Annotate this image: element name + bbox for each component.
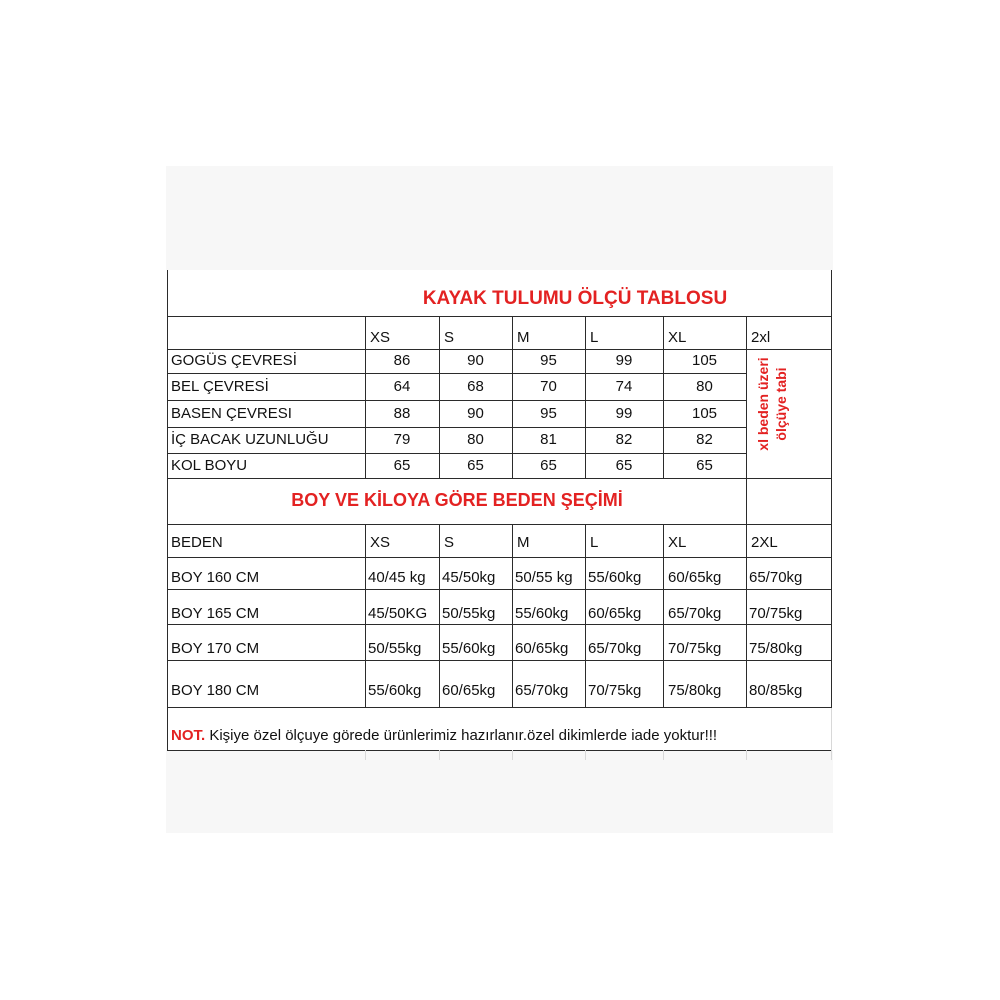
cell-value: 86 [393,352,411,369]
cell-value: 75/80kg [749,640,803,657]
cell-value: 80 [467,431,484,448]
header-m: M [517,329,530,346]
cell-value: 65 [696,457,713,474]
header-s: S [444,534,455,551]
footer-note [171,727,717,745]
cell-value: 80 [696,378,713,395]
cell-value: 82 [615,431,633,448]
cell-value: 60/65kg [668,569,722,586]
cell-value: 64 [393,378,411,395]
cell-value: 65/70kg [749,569,803,586]
cell-value: 70/75kg [588,682,642,699]
cell-value: 95 [540,405,557,422]
cell-value: 105 [691,352,718,369]
cell-value: 55/60kg [368,682,422,699]
row-label: BOY 170 CM [171,640,260,657]
cell-value: 60/65kg [588,605,642,622]
header-s: S [444,329,455,346]
cell-value: 65/70kg [515,682,569,699]
header-xs: XS [370,329,391,346]
header-2xl: 2xl [751,329,771,346]
row-label: İÇ BACAK UZUNLUĞU [171,431,329,448]
cell-value: 65/70kg [588,640,642,657]
cell-value: 55/60kg [588,569,642,586]
row-label: KOL BOYU [171,457,248,474]
cell-value: 40/45 kg [368,569,426,586]
cell-value: 55/60kg [442,640,496,657]
xl-note [754,334,798,474]
cell-value: 70 [540,378,557,395]
cell-value: 80/85kg [749,682,803,699]
cell-value: 45/50kg [442,569,496,586]
cell-value: 68 [467,378,484,395]
row-label: GOGÜS ÇEVRESİ [171,352,297,369]
header-2xl: 2XL [751,534,778,551]
cell-value: 65/70kg [668,605,722,622]
cell-value: 90 [467,352,484,369]
cell-value: 55/60kg [515,605,569,622]
cell-value: 79 [393,431,411,448]
cell-value: 99 [615,405,633,422]
header-xl: XL [668,534,687,551]
cell-value: 105 [691,405,718,422]
header-xl: XL [668,329,687,346]
cell-value: 74 [615,378,633,395]
row-label: BEL ÇEVRESİ [171,378,269,395]
note-prefix: NOT. [171,727,206,744]
header-xs: XS [370,534,391,551]
cell-value: 82 [696,431,713,448]
cell-value: 90 [467,405,484,422]
cell-value: 50/55kg [442,605,496,622]
header-l: L [590,534,599,551]
cell-value: 99 [615,352,633,369]
row-label: BASEN ÇEVRESI [171,405,292,422]
row-label: BOY 180 CM [171,682,260,699]
row-label: BOY 160 CM [171,569,260,586]
cell-value: 88 [393,405,411,422]
cell-value: 65 [615,457,633,474]
cell-value: 95 [540,352,557,369]
section-subtitle: BOY VE KİLOYA GÖRE BEDEN ŞEÇİMİ [291,490,623,510]
header-m: M [517,534,530,551]
cell-value: 70/75kg [668,640,722,657]
cell-value: 65 [393,457,411,474]
chart-title: KAYAK TULUMU ÖLÇÜ TABLOSU [422,288,728,309]
cell-value: 60/65kg [442,682,496,699]
cell-value: 50/55kg [368,640,422,657]
cell-value: 65 [540,457,557,474]
row-label: BOY 165 CM [171,605,260,622]
xl-note-line2: ölçüye tabi [773,367,789,441]
cell-value: 45/50KG [368,605,428,622]
xl-note-line1: xl beden üzeri [755,357,771,451]
cell-value: 81 [540,431,557,448]
cell-value: 75/80kg [668,682,722,699]
cell-value: 65 [467,457,484,474]
cell-value: 50/55 kg [515,569,573,586]
header-l: L [590,329,599,346]
header-beden: BEDEN [171,534,223,551]
cell-value: 70/75kg [749,605,803,622]
cell-value: 60/65kg [515,640,569,657]
note-text: Kişiye özel ölçuye görede ürünlerimiz hazırlanır.özel dikimlerde iade yoktur!!! [205,727,718,744]
